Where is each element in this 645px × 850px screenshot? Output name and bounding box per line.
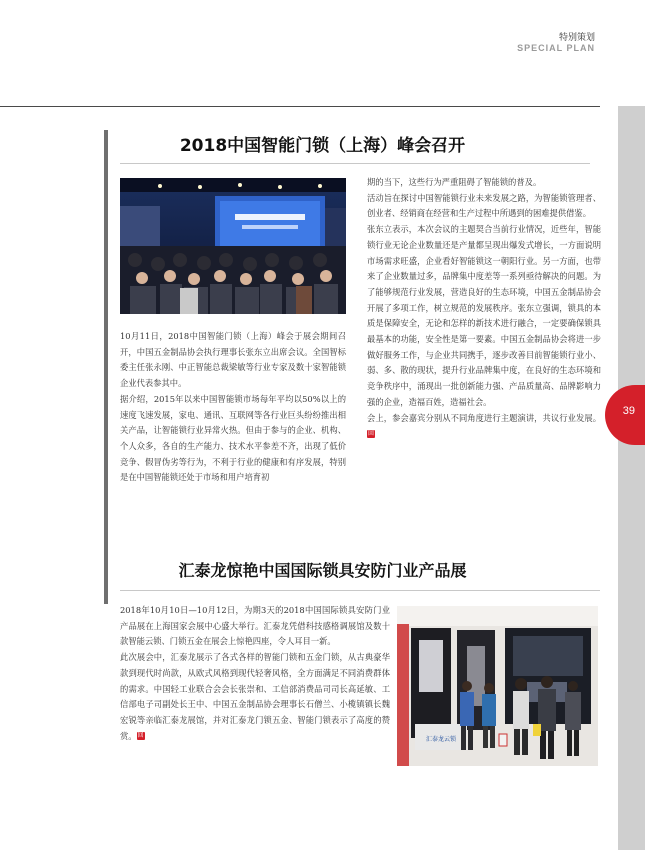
end-mark-icon: 回 xyxy=(367,429,374,437)
article1-title: 2018中国智能门锁（上海）峰会召开 xyxy=(179,136,466,156)
paragraph: 会上，参会嘉宾分别从不同角度进行主题演讲，共议行业发展。回 xyxy=(367,412,601,437)
paragraph: 2018年10月10日—10月12日，为期3天的2018中国国际锁具安防门业产品展在上海国家会展中心盛大举行。汇泰龙凭借科技感格调展馆及数十款智能云锁、门锁五金在展会上惊艳四座，令人耳目一新。 xyxy=(120,605,390,647)
paragraph: 张东立表示，本次会议的主题契合当前行业情况，近些年，智能锁行业无论企业数量还是产量都呈现出爆发式增长，一方面说明市场需求旺盛，企业看好智能锁这一朝阳行业。另一方面，也带来了企业数量过多，品牌集中度差等一系列亟待解决的问题。为了能够规范行业发展，营造良好的生态环境，中国五金制品协会开展了多项工作，树立规范的发展秩序。张东立强调，锁具的本质是保障安全，无论和怎样的新技术进行融合，一定要确保锁具最基本的功能，安全性是第一要素。中国五金制品协会将进一步做好服务工作，与企业共同携手，逐步改善目前智能锁行业小、弱、多、散的现状，提升行业品牌集中度，在良好的生态环境和竞争秩序中，涌现出一批创新能力强、产品质量高、品牌影响力强的企业，造福百姓，造福社会。 xyxy=(367,224,601,407)
article-accent-bar xyxy=(104,130,108,604)
side-margin-bar xyxy=(618,106,645,850)
summit-photo xyxy=(120,178,346,314)
article1-column-right xyxy=(367,175,601,442)
article2-column xyxy=(120,603,390,744)
header-rule xyxy=(0,106,600,107)
title-rule xyxy=(120,590,600,591)
section-title-en: SPECIAL PLAN xyxy=(517,43,595,53)
paragraph: 期的当下，这些行为严重阻碍了智能锁的普及。 xyxy=(367,177,542,187)
paragraph: 10月11日，2018中国智能门锁（上海）峰会于展会期间召开，中国五金制品协会执行理事长张东立出席会议。全国智标委主任张永刚、中正智能总裁梁敏等行业专家及数十家智能锁企业代表参其中。 xyxy=(120,331,346,389)
booth-sign: 汇泰龙云锁 xyxy=(425,736,457,743)
paragraph: 此次展会中，汇泰龙展示了各式各样的智能门锁和五金门锁，从古典豪华款到现代时尚款，从欧式风格到现代轻奢风格，全方面满足不同消费群体的需求。中国轻工业联合会会长张崇和、工信部消费品司司长高延敏、工信部电子司副处长王中、中国五金制品协会理事长石僧兰、小榄镇镇长魏宏锐等亲临汇泰龙展馆，并对汇泰龙门锁五金、智能门锁表示了高度的赞赏。回 xyxy=(120,652,390,741)
section-title-cn: 特别策划 xyxy=(558,33,595,43)
paragraph: 据介绍，2015年以来中国智能锁市场每年平均以50%以上的速度飞速发展，家电、通讯、互联网等各行业巨头纷纷推出相关产品，让智能锁行业异常火热。但由于参与的企业、机构、个人众多，各自的生产能力、技术水平参差不齐，出现了低价竞争、假冒伪劣等行为，不利于行业的健康和有序发展，特别是在中国智能锁还处于市场和用户培育初 xyxy=(120,393,346,483)
paragraph: 活动旨在探讨中国智能锁行业未来发展之路，为智能锁管理者、创业者、经销商在经营和生产过程中所遇到的困难提供借鉴。 xyxy=(367,192,601,219)
title-rule xyxy=(120,163,590,164)
article2-title: 汇泰龙惊艳中国国际锁具安防门业产品展 xyxy=(178,561,467,580)
article1-column-left xyxy=(120,329,346,486)
end-mark-icon: 回 xyxy=(137,732,144,740)
booth-photo xyxy=(397,606,598,766)
page-number: 39 xyxy=(622,405,635,417)
